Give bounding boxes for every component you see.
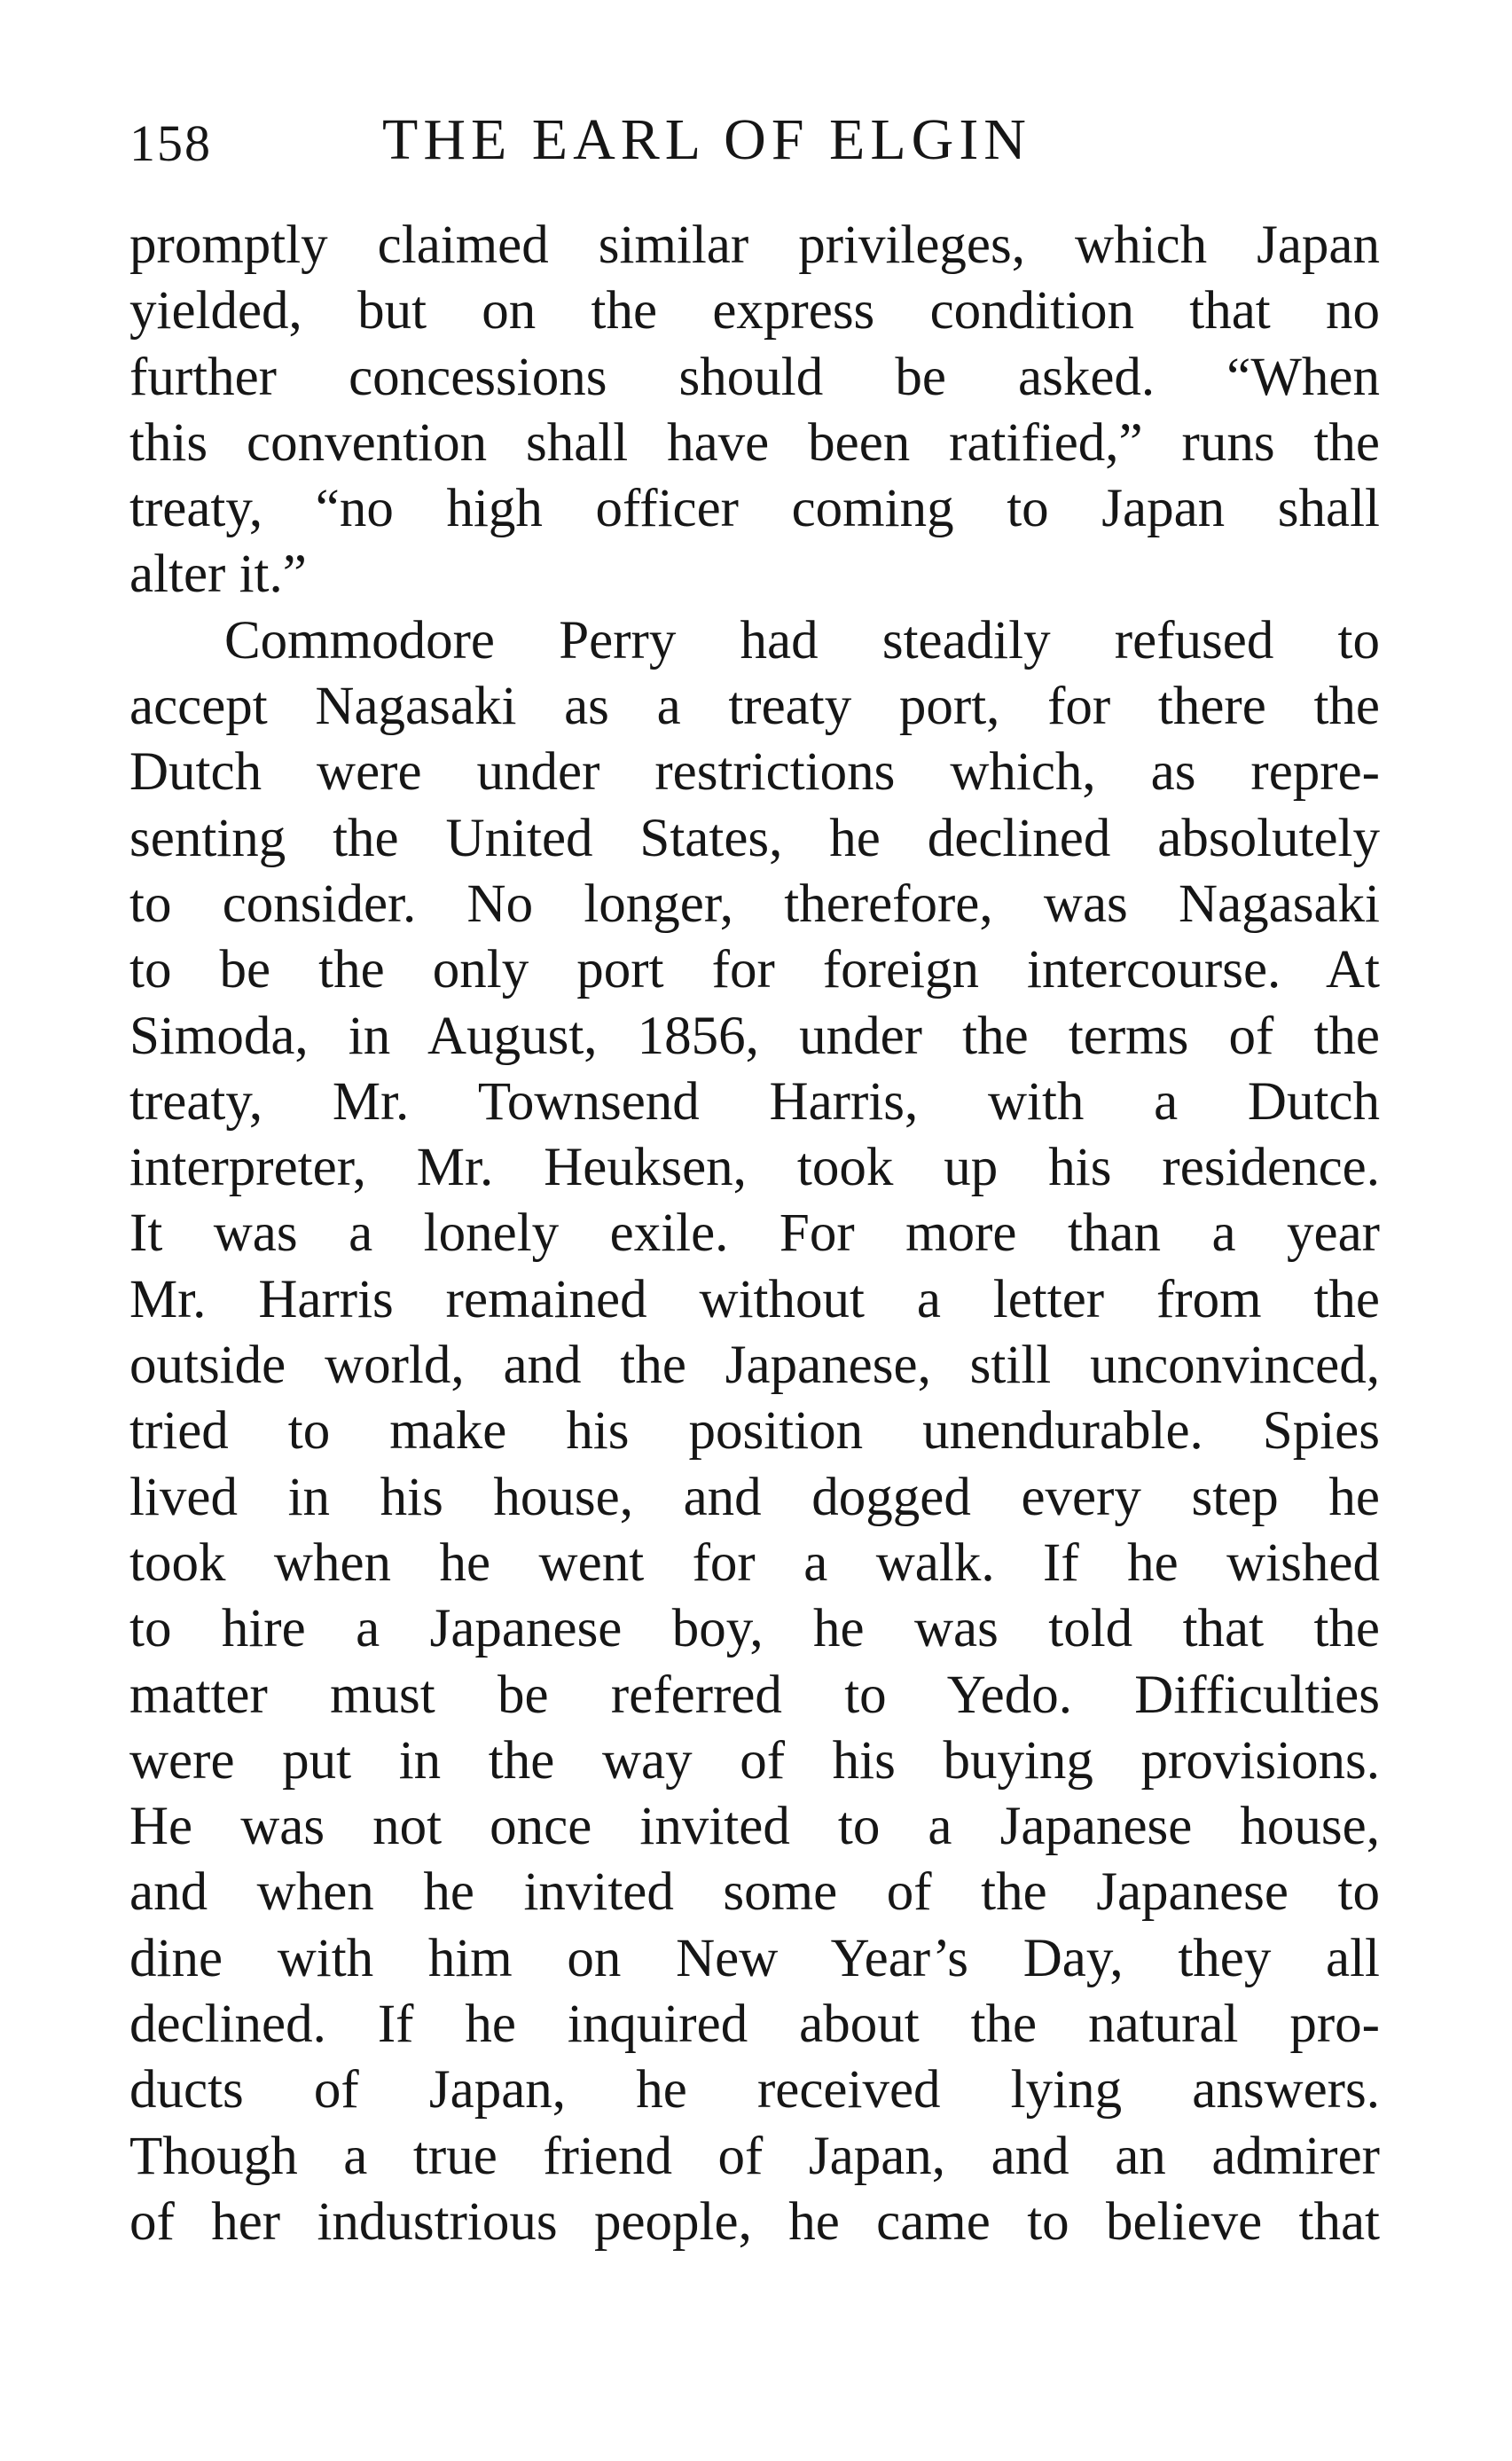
text-line: treaty, Mr. Townsend Harris, with a Dutch	[129, 1071, 1380, 1132]
text-line: promptly claimed similar privileges, which Japan	[129, 216, 1380, 275]
text-line: to be the only port for foreign intercourse. At	[129, 940, 1380, 1000]
text-line: to hire a Japanese boy, he was told that the	[129, 1599, 1380, 1659]
body-text	[129, 213, 1380, 2255]
text-line: treaty, “no high officer coming to Japan shall	[129, 479, 1380, 539]
text-line: of her industrious people, he came to believe that	[129, 2191, 1380, 2252]
text-line: interpreter, Mr. Heuksen, took up his residence.	[129, 1138, 1380, 1198]
text-line: It was a lonely exile. For more than a year	[129, 1203, 1380, 1264]
text-line: ducts of Japan, he received lying answers.	[129, 2060, 1380, 2120]
running-title: THE EARL OF ELGIN	[382, 107, 1031, 172]
text-line: lived in his house, and dogged every step he	[129, 1467, 1380, 1527]
text-line: this convention shall have been ratified,” runs the	[129, 412, 1380, 473]
text-line: He was not once invited to a Japanese house,	[129, 1797, 1380, 1857]
text-line: Mr. Harris remained without a letter from the	[129, 1269, 1380, 1329]
text-line: senting the United States, he declined absolutely	[129, 808, 1380, 868]
text-line: accept Nagasaki as a treaty port, for there the	[129, 677, 1380, 737]
text-line: yielded, but on the express condition that no	[129, 281, 1380, 341]
text-line: outside world, and the Japanese, still unconvinced,	[129, 1336, 1380, 1396]
text-line: Dutch were under restrictions which, as repre-	[129, 742, 1380, 803]
page-number: 158	[129, 114, 212, 172]
text-line: declined. If he inquired about the natural pro-	[129, 1995, 1380, 2055]
text-line: to consider. No longer, therefore, was Nagasaki	[129, 874, 1380, 934]
text-line: dine with him on New Year’s Day, they all	[129, 1928, 1380, 1988]
text-line: were put in the way of his buying provisions.	[129, 1730, 1380, 1791]
text-line: Commodore Perry had steadily refused to	[224, 610, 1380, 670]
text-line: matter must be referred to Yedo. Difficulties	[129, 1665, 1380, 1725]
text-line: and when he invited some of the Japanese to	[129, 1862, 1380, 1923]
text-line: tried to make his position unendurable. Spies	[129, 1401, 1380, 1462]
running-head	[129, 106, 1380, 177]
text-line: Though a true friend of Japan, and an admirer	[129, 2126, 1380, 2186]
text-line: Simoda, in August, 1856, under the terms of the	[129, 1006, 1380, 1066]
text-line: alter it.”	[129, 545, 307, 605]
text-line: further concessions should be asked. “When	[129, 347, 1380, 407]
text-line: took when he went for a walk. If he wished	[129, 1532, 1380, 1593]
